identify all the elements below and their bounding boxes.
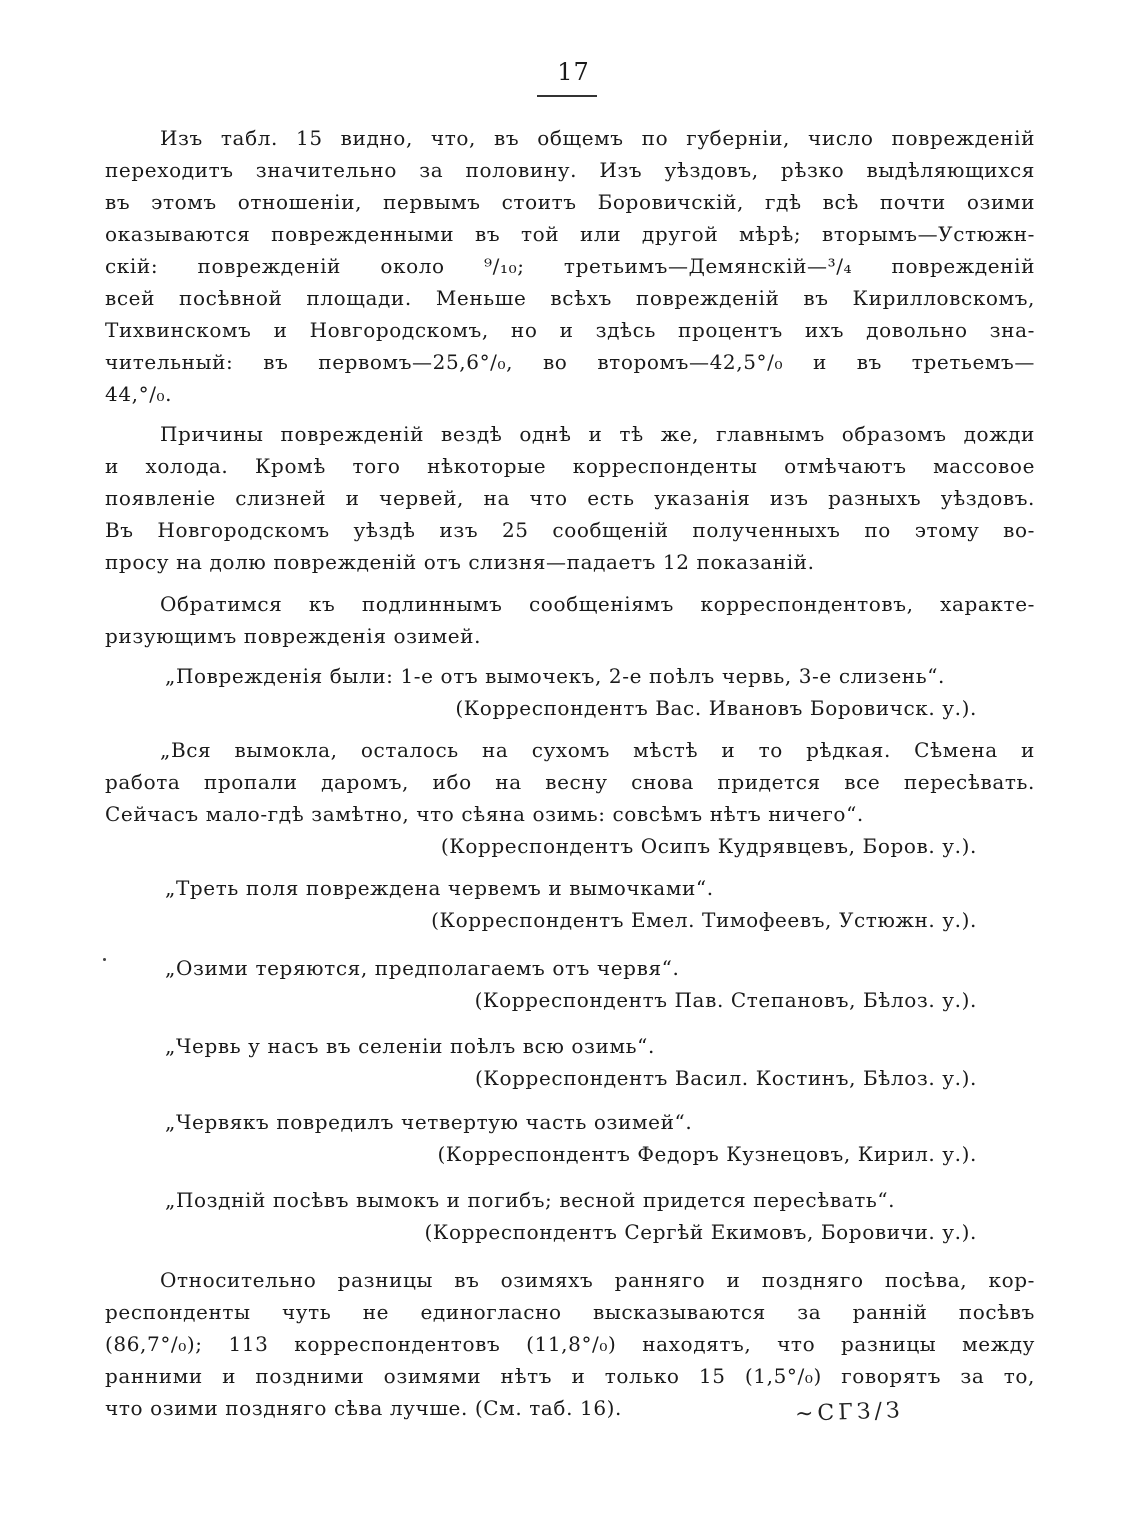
quote-line: „Треть поля повреждена червемъ и вымочками“. <box>165 876 714 900</box>
quote-line: „Позднiй посѣвъ вымокъ и погибъ; весной придется пересѣвать“. <box>165 1188 896 1212</box>
text-line: ранними и поздними озимями нѣтъ и только 15 (1,5°/₀) говорятъ за то, <box>105 1364 1035 1388</box>
quote-attribution: (Корреспондентъ Осипъ Кудрявцевъ, Боров. у.). <box>440 834 977 858</box>
text-line: 44,°/₀. <box>105 382 173 406</box>
quote-attribution: (Корреспондентъ Емел. Тимофеевъ, Устюжн. у.). <box>431 908 977 932</box>
text-line: чительный: въ первомъ—25,6°/₀, во второмъ—42,5°/₀ и въ третьемъ— <box>105 350 1035 374</box>
text-line: просу на долю поврежденій отъ слизня—падаетъ 12 показаній. <box>105 550 815 574</box>
quote-line: „Озими теряются, предполагаемъ отъ червя“. <box>165 956 680 980</box>
text-line: Изъ табл. 15 видно, что, въ общемъ по губерніи, число поврежденій <box>160 126 1035 150</box>
quote-line: „Поврежденія были: 1-е отъ вымочекъ, 2-е поѣлъ червь, 3-е слизень“. <box>165 664 945 688</box>
paragraph-1 <box>105 122 1035 410</box>
quote-7 <box>105 1184 1035 1248</box>
quote-line: „Червякъ повредилъ четвертую часть озимей“. <box>165 1110 693 1134</box>
page-number-rule <box>537 95 597 97</box>
quote-line: работа пропали даромъ, ибо на весну снова придется все пересѣвать. <box>105 770 1035 794</box>
quote-attribution: (Корреспондентъ Вас. Ивановъ Боровичск. у.). <box>455 696 977 720</box>
quote-3 <box>105 872 1035 936</box>
quote-4 <box>105 952 1035 1016</box>
text-line: ризующимъ поврежденія озимей. <box>105 624 482 648</box>
quote-2 <box>105 734 1035 862</box>
text-line: респонденты чуть не единогласно высказываются за ранній посѣвъ <box>105 1300 1035 1324</box>
quote-line: „Червь у насъ въ селеніи поѣлъ всю озимь“. <box>165 1034 655 1058</box>
text-line: оказываются поврежденными въ той или другой мѣрѣ; вторымъ—Устюжн- <box>105 222 1035 246</box>
text-line: скій: поврежденій около ⁹/₁₀; третьимъ—Демянскій—³/₄ поврежденій <box>105 254 1035 278</box>
quote-attribution: (Корреспондентъ Сергѣй Екимовъ, Боровичи. у.). <box>424 1220 977 1244</box>
text-line: переходитъ значительно за половину. Изъ уѣздовъ, рѣзко выдѣляющихся <box>105 158 1035 182</box>
text-line: что озими поздняго сѣва лучше. (См. таб. 16). <box>105 1396 622 1420</box>
paragraph-3 <box>105 588 1035 652</box>
text-line: Обратимся къ подлиннымъ сообщеніямъ корреспондентовъ, характе- <box>160 592 1035 616</box>
quote-line: „Вся вымокла, осталось на сухомъ мѣстѣ и то рѣдкая. Сѣмена и <box>160 738 1035 762</box>
text-line: Тихвинскомъ и Новгородскомъ, но и здѣсь процентъ ихъ довольно зна- <box>105 318 1035 342</box>
text-line: появленіе слизней и червей, на что есть указанія изъ разныхъ уѣздовъ. <box>105 486 1035 510</box>
quote-line: Сейчасъ мало-гдѣ замѣтно, что сѣяна озимь: совсѣмъ нѣтъ ничего“. <box>105 802 864 826</box>
paragraph-2 <box>105 418 1035 578</box>
text-line: Причины поврежденій вездѣ однѣ и тѣ же, главнымъ образомъ дожди <box>160 422 1035 446</box>
quote-6 <box>105 1106 1035 1170</box>
quote-attribution: (Корреспондентъ Васил. Костинъ, Бѣлоз. у.). <box>475 1066 977 1090</box>
text-line: всей посѣвной площади. Меньше всѣхъ поврежденій въ Кирилловскомъ, <box>105 286 1035 310</box>
quote-1 <box>105 660 1035 724</box>
quote-5 <box>105 1030 1035 1094</box>
text-line: Въ Новгородскомъ уѣздѣ изъ 25 сообщеній полученныхъ по этому во- <box>105 518 1035 542</box>
quote-attribution: (Корреспондентъ Федоръ Кузнецовъ, Кирил. у.). <box>437 1142 977 1166</box>
page-number: 17 <box>557 58 590 86</box>
text-line: Относительно разницы въ озимяхъ ранняго и поздняго посѣва, кор- <box>160 1268 1035 1292</box>
text-line: и холода. Кромѣ того нѣкоторые корреспонденты отмѣчаютъ массовое <box>105 454 1035 478</box>
text-line: (86,7°/₀); 113 корреспондентовъ (11,8°/₀) находятъ, что разницы между <box>105 1332 1035 1356</box>
text-line: въ этомъ отношеніи, первымъ стоитъ Боровичскій, гдѣ всѣ почти озими <box>105 190 1035 214</box>
library-stamp: ~СГЗ/З <box>794 1398 905 1427</box>
quote-attribution: (Корреспондентъ Пав. Степановъ, Бѣлоз. у.). <box>474 988 977 1012</box>
